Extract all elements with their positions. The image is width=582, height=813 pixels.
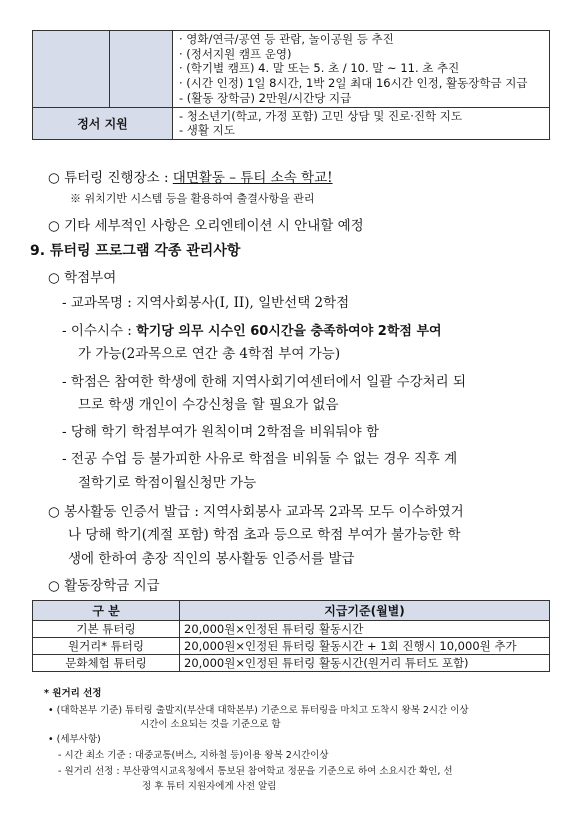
table-row (33, 638, 550, 655)
detail-line: - 생활 지도 (179, 123, 235, 138)
table-row (33, 107, 550, 139)
completion-prefix: - 이수시수 : (62, 323, 137, 339)
detail-line: · (정서지원 캠프 운영) (179, 46, 292, 61)
venue-prefix: ○ 튜터링 진행장소 : (48, 170, 173, 186)
venue-note: ※ 위치기반 시스템 등을 활용하여 출결사항을 관리 (70, 192, 315, 205)
deferral-line-1: - 전공 수업 등 불가피한 사유로 학점을 비워둘 수 없는 경우 직후 계 (62, 451, 458, 467)
column-header-category: 구 분 (33, 601, 180, 621)
table-cell-type: 문화체험 튜터링 (33, 655, 180, 672)
support-table (32, 30, 550, 140)
detail-line: - (활동 장학금) 2만원/시간당 지급 (179, 90, 352, 105)
table-row (33, 31, 550, 108)
notes-min-standard: - 시간 최소 기준 : 대중교통(버스, 지하철 등)이용 왕복 2시간이상 (58, 750, 329, 761)
table-cell-category (33, 31, 110, 108)
notes-sub-heading: • (세부사항) (48, 734, 101, 745)
table-cell-type: 기본 튜터링 (33, 621, 180, 638)
table-row (33, 621, 550, 638)
table-cell-criteria: 20,000원×인정된 튜터링 활동시간 (180, 621, 550, 638)
credit-processing-line-2: 므로 학생 개인이 수강신청을 할 필요가 없음 (78, 397, 339, 413)
credit-empty-rule: - 당해 학기 학점부여가 원칙이며 2학점을 비워둬야 함 (62, 424, 380, 440)
completion-continuation: 가 가능(2과목으로 연간 총 4학점 부여 가능) (78, 346, 341, 362)
emotional-support-label: 정서 지원 (33, 107, 173, 139)
detail-line: - 청소년기(학교, 가정 포함) 고민 상담 및 진로·진학 지도 (179, 108, 462, 123)
credit-processing-line-1: - 학점은 참여한 학생에 한해 지역사회기여센터에서 일괄 수강처리 되 (62, 374, 467, 390)
completion-bold: 학기당 의무 시수인 60시간을 충족하여야 2학점 부여 (136, 324, 442, 339)
notes-selection-line-2: 정 후 튜터 지원자에게 사전 알림 (142, 781, 277, 792)
table-cell-details (173, 107, 550, 139)
scholarship-heading: ○ 활동장학금 지급 (48, 578, 160, 594)
notes-title: * 원거리 선정 (44, 688, 102, 699)
detail-line: · (학기별 캠프) 4. 말 또는 5. 초 / 10. 말 ~ 11. 초 추진 (179, 61, 460, 76)
credit-heading: ○ 학점부여 (48, 270, 117, 286)
notes-main-line-2: 시간이 소요되는 것을 기준으로 함 (140, 719, 281, 730)
table-cell-details (173, 31, 550, 108)
completion-line (62, 319, 442, 339)
table-cell-subcategory (110, 31, 173, 108)
table-cell-criteria: 20,000원×인정된 튜터링 활동시간 + 1회 진행시 10,000원 추가 (180, 638, 550, 655)
certificate-line-3: 생에 한하여 총장 직인의 봉사활동 인증서를 발급 (68, 551, 355, 567)
notes-selection-line-1: - 원거리 선정 : 부산광역시교육청에서 통보된 참여학교 정문을 기준으로 하여 소요시간 확인, 선 (58, 766, 453, 777)
venue-line (48, 166, 333, 186)
table-cell-criteria: 20,000원×인정된 튜터링 활동시간(원거리 튜터도 포함) (180, 655, 550, 672)
scholarship-table (32, 600, 550, 672)
table-row (33, 655, 550, 672)
detail-line: · 영화/연극/공연 등 관람, 놀이공원 등 추진 (179, 32, 394, 46)
deferral-line-2: 절학기로 학점이월신청만 가능 (78, 475, 257, 491)
table-cell-type: 원거리* 튜터링 (33, 638, 180, 655)
certificate-line-1: ○ 봉사활동 인증서 발급 : 지역사회봉사 교과목 2과목 모두 이수하였거 (48, 504, 464, 520)
detail-line: · (시간 인정) 1일 8시간, 1박 2일 최대 16시간 인정, 활동장학금 지급 (179, 76, 528, 91)
venue-underlined: 대면활동 – 튜티 소속 학교! (172, 170, 333, 186)
other-details: ○ 기타 세부적인 사항은 오리엔테이션 시 안내할 예정 (48, 218, 364, 234)
course-name: - 교과목명 : 지역사회봉사(I, II), 일반선택 2학점 (62, 295, 350, 311)
notes-main-line-1: • (대학본부 기준) 튜터링 출발지(부산대 대학본부) 기준으로 튜터링을 마치고 도착시 왕복 2시간 이상 (48, 705, 469, 716)
table-header-row (33, 601, 550, 621)
certificate-line-2: 나 당해 학기(계절 포함) 학점 초과 등으로 학점 부여가 불가능한 학 (68, 527, 461, 543)
section-9-title: 9. 튜터링 프로그램 각종 관리사항 (30, 243, 241, 259)
column-header-criteria: 지급기준(월별) (180, 601, 550, 621)
